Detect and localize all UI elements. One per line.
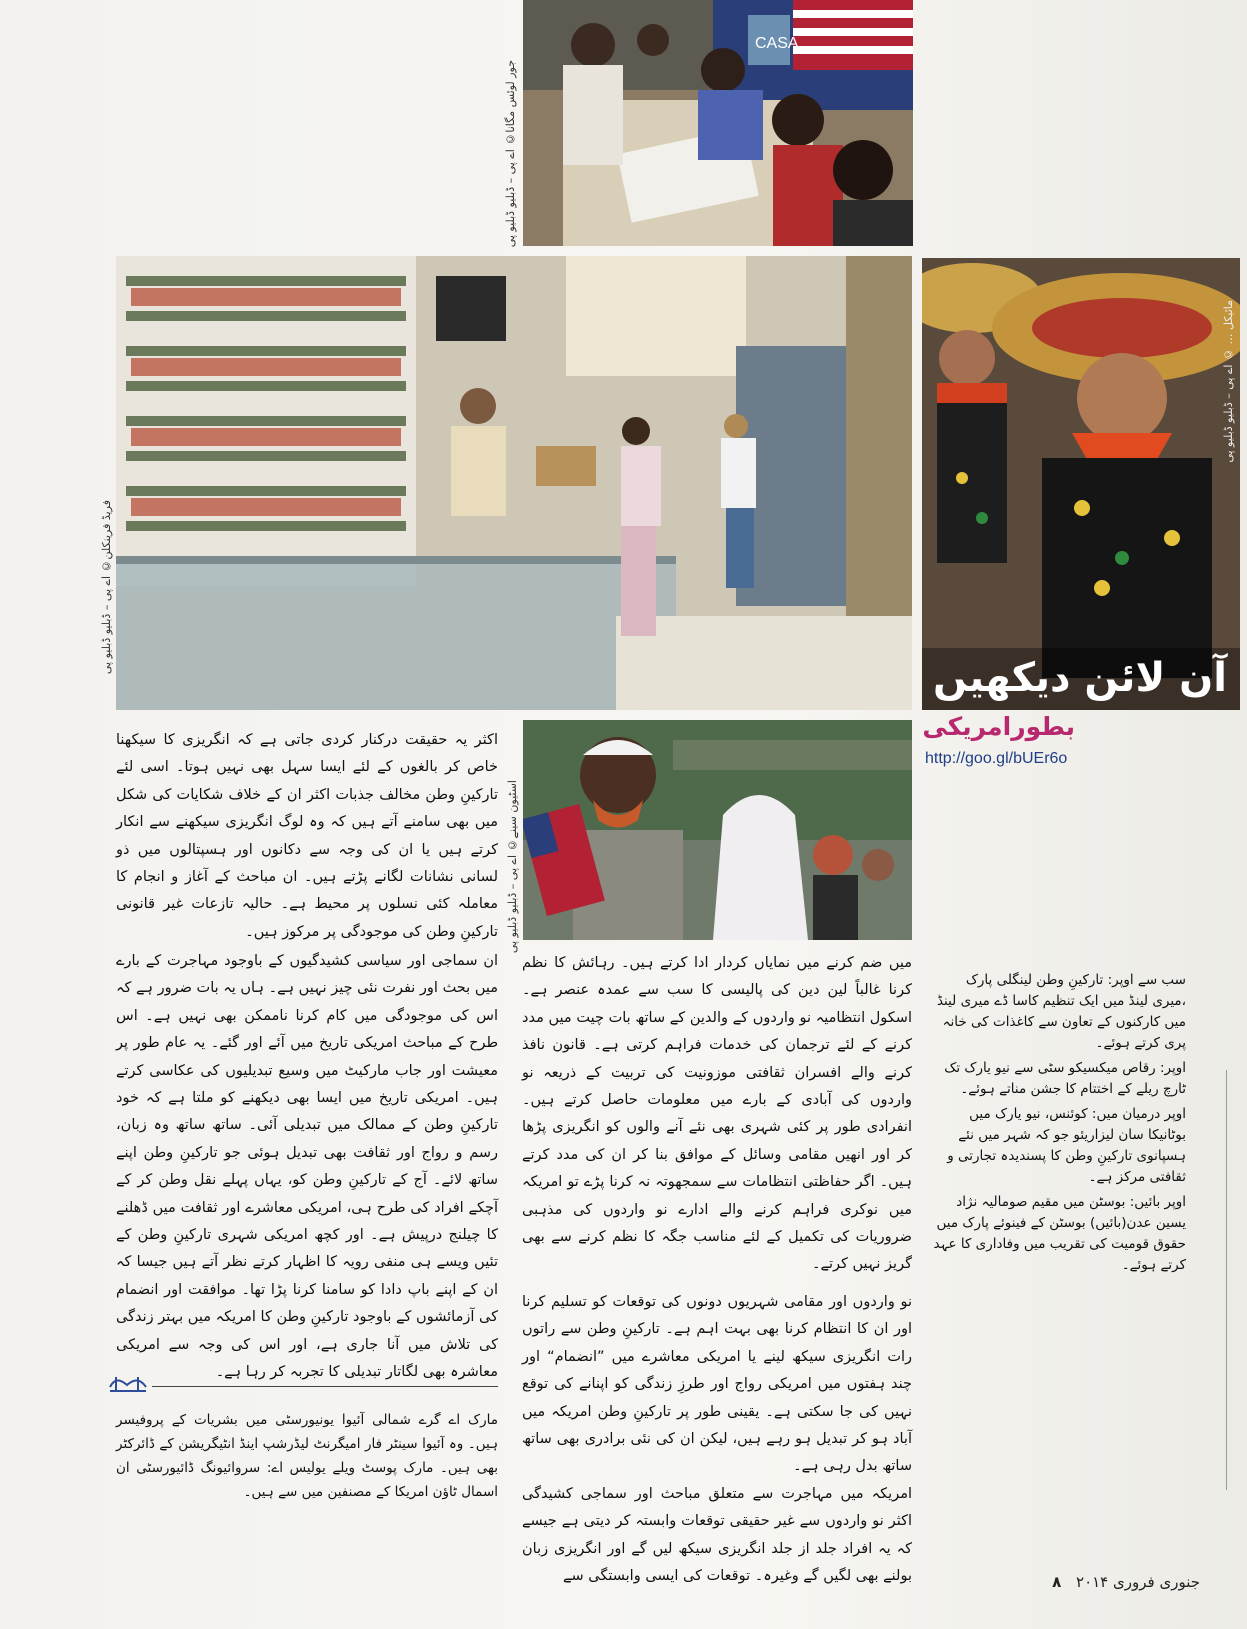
online-video-title: بطورامریکی xyxy=(922,712,1075,741)
photo-festival-dancers xyxy=(922,258,1240,710)
caption-top: سب سے اوپر: تارکینِ وطن لینگلی پارک ،میری لینڈ میں ایک تنظیم کاسا ڈے میری لینڈ میں کارکنوں کے تعاون سے کاغذات کی خانہ پری کرتے ہوئے۔ xyxy=(936,972,1186,1051)
citizenship-ceremony-image xyxy=(523,720,912,940)
photo-credit-ceremony: اسٹیون سینے© اے پی – ڈبلیو ڈبلیو پی xyxy=(506,780,519,954)
photo-credit-casa: جور لوئس مگانا© اے پی – ڈبلیو ڈبلیو پی xyxy=(504,60,517,248)
page-number: ۸ xyxy=(1052,1573,1062,1591)
photo-botanica-store xyxy=(116,256,912,710)
botanica-store-image xyxy=(116,256,912,710)
article-column-left-bottom xyxy=(116,948,498,1387)
photo-casa-office xyxy=(523,0,913,246)
bridge-icon xyxy=(108,1373,148,1395)
article-paragraph: نو واردوں اور مقامی شہریوں دونوں کی توقعات کو تسلیم کرنا اور ان کا انتظام کرنا بھی بہت اہم ہے۔ تارکینِ وطن سے راتوں رات انگریزی سیکھ لینے یا امریکی معاشرے میں ”انضمام“ اور چند ہفتوں میں امریکی رواج اور طرزِ زندگی کو اپنانے کی توقع نہیں کی جا سکتی ہے۔ یقینی طور پر تارکینِ وطن امریکہ میں آباد ہو کر تبدیل ہو رہے ہیں، لیکن ان کی نئی برادری بھی ساتھ ساتھ بدل رہی ہے۔ xyxy=(522,1293,912,1475)
festival-dancers-image xyxy=(922,258,1240,710)
author-bio: مارک اے گرے شمالی آئیوا یونیورسٹی میں بشریات کے پروفیسر ہیں۔ وہ آئیوا سینٹر فار امیگرنٹ لیڈرشپ اینڈ انٹیگریشن کے ڈائرکٹر بھی ہیں۔ مارک پوسٹ ویلے یولیس اے: سروائیونگ ڈائیورسٹی ان اسمال ٹاؤن امریکا کے مصنفین میں سے ہیں۔ xyxy=(116,1412,498,1500)
photo-credit-festival: مائیکل … © اے پی – ڈبلیو ڈبلیو پی xyxy=(1222,300,1235,463)
issue-date: جنوری فروری ۲۰۱۴ xyxy=(1076,1573,1200,1591)
online-watch-title: آن لائن دیکھیں xyxy=(932,655,1228,701)
bio-divider xyxy=(152,1386,498,1387)
photo-credit-store: فریڈ فرینکلن© اے پی – ڈبلیو ڈبلیو پی xyxy=(100,500,113,675)
article-column-middle xyxy=(522,950,912,1590)
article-column-left-top xyxy=(116,727,498,946)
online-video-link[interactable]: http://goo.gl/bUEr6o xyxy=(925,750,1068,767)
article-paragraph: اکثر یہ حقیقت درکنار کردی جاتی ہے کہ انگریزی کا سیکھنا خاص کر بالغوں کے لئے ایسا سہل بھی نہیں ہوتا۔ اسی لئے تارکینِ وطن مخالف جذبات اکثر ان کے خلاف شکایات کی شکل میں بھی سامنے آتے ہیں کہ وہ لوگ انگریزی سیکھنے سے انکار کرتے ہیں یا ان کی وجہ سے دکانوں اور ہسپتالوں میں ذو لسانی نشانات لگانے پڑتے ہیں۔ ان مباحث کے آغاز و انجام کا معاملہ کئی نسلوں پر محیط ہے۔ حالیہ تازعات غیر قانونی تارکینِ وطن کی موجودگی پر مرکوز ہیں۔ xyxy=(116,732,498,940)
caption-above-left: اوپر بائیں: بوسٹن میں مقیم صومالیہ نژاد یسین عدن(بائیں) بوسٹن کے فینوئے پارک میں حقوق قومیت کی تقریب میں وفاداری کا عہد کرتے ہوئے۔ xyxy=(933,1194,1186,1273)
casa-office-image xyxy=(523,0,913,246)
casa-sign: CASA xyxy=(755,35,799,52)
photo-citizenship-ceremony xyxy=(523,720,912,940)
article-paragraph: ان سماجی اور سیاسی کشیدگیوں کے باوجود مہاجرت کے بارے میں بحث اور نفرت نئی چیز نہیں ہے۔ ہاں یہ بات ضرور ہے کہ اس کی موجودگی میں کام کرنا ناممکن بھی نہیں ہے۔ اس طرح کے مباحث امریکی تاریخ میں آئے اور گئے۔ یہ عام طور پر معیشت اور جاب مارکیٹ میں وسیع تبدیلیوں کی عکاسی کرتے ہیں۔ امریکی تاریخ میں ایسا بھی دیکھنے کو ملتا ہے کہ خود تارکینِ وطن کے ممالک میں تبدیلی آئی۔ ساتھ ساتھ وہ زبان، رسم و رواج اور ثقافت بھی تبدیل ہوئی جو تارکینِ وطن اپنے ساتھ لائے۔ آج کے تارکینِ وطن کو، یہاں پہلے نقل وطن کر کے آچکے افراد کی طرح ہی، امریکی معاشرے اور ثقافت میں ڈھلنے کا چیلنج درپیش ہے۔ اور کچھ امریکی شہری تارکینِ وطن کے تئیں ویسے ہی منفی رویہ کا اظہار کرتے نظر آتے ہیں جیسا کہ ان کے اپنے باپ دادا کو سامنا کرنا پڑا تھا۔ موافقت اور انضمام کی آزمائشوں کے باوجود تارکینِ وطن کا امریکہ میں بہتر زندگی کی تلاش میں آنا جاری ہے، اور اس کی وجہ سے امریکی معاشرہ بھی لگاتار تبدیلی کا تجربہ کر رہا ہے۔ xyxy=(116,953,498,1381)
page-edge-line xyxy=(1226,1070,1227,1490)
article-paragraph: میں ضم کرنے میں نمایاں کردار ادا کرتے ہیں۔ رہائش کا نظم کرنا غالباً لین دین کی پالیسی کا سب سے عمدہ عنصر ہے۔ اسکول انتظامیہ نو واردوں کے والدین کے ساتھ بات چیت میں مدد کرنے کے لئے ترجمان کی خدمات فراہم کرتی ہے۔ قانون نافذ کرنے والے افسران ثقافتی موزونیت کی تربیت کے ذریعہ نو واردوں کی آبادی کے بارے میں معلومات حاصل کرتے ہیں۔ انفرادی طور پر کئی شہری بھی نئے آنے والوں کو انگریزی پڑھا کر اور انھیں مقامی وسائل کے موافق بنا کر ان کی مدد کرتے ہیں۔ اگر حفاظتی انتظامات سے سمجھوتہ نہ کرنا پڑے تو امریکہ میں نوکری فراہم کرنے والے ادارے نو واردوں کی مذہبی ضروریات کی تکمیل کے لئے مناسب جگہ کا نظم کرنے سے بھی گریز نہیں کرتے۔ xyxy=(522,955,912,1273)
caption-above-middle: اوپر درمیان میں: کوئنس، نیو یارک میں بوٹانیکا سان لیزاریئو جو کہ شہر میں نئے ہسپانوی تارکینِ وطن کا پسندیدہ تجارتی و ثقافتی مرکز ہے۔ xyxy=(947,1106,1186,1185)
caption-above: اوپر: رقاص میکسیکو سٹی سے نیو یارک تک ٹارچ ریلے کے اختتام کا جشن مناتے ہوئے۔ xyxy=(944,1060,1186,1097)
photo-captions xyxy=(928,970,1186,1276)
page-footer xyxy=(1000,1573,1200,1591)
article-paragraph: امریکہ میں مہاجرت سے متعلق مباحث اور سماجی کشیدگی اکثر نو واردوں سے غیر حقیقی توقعات وابستہ کر دیتی ہے جیسے کہ یہ افراد جلد از جلد انگریزی سیکھ لیں گے اور انگریزی زبان بولنے بھی لگیں گے وغیرہ۔ توقعات کی ایسی وابستگی سے xyxy=(522,1485,912,1584)
